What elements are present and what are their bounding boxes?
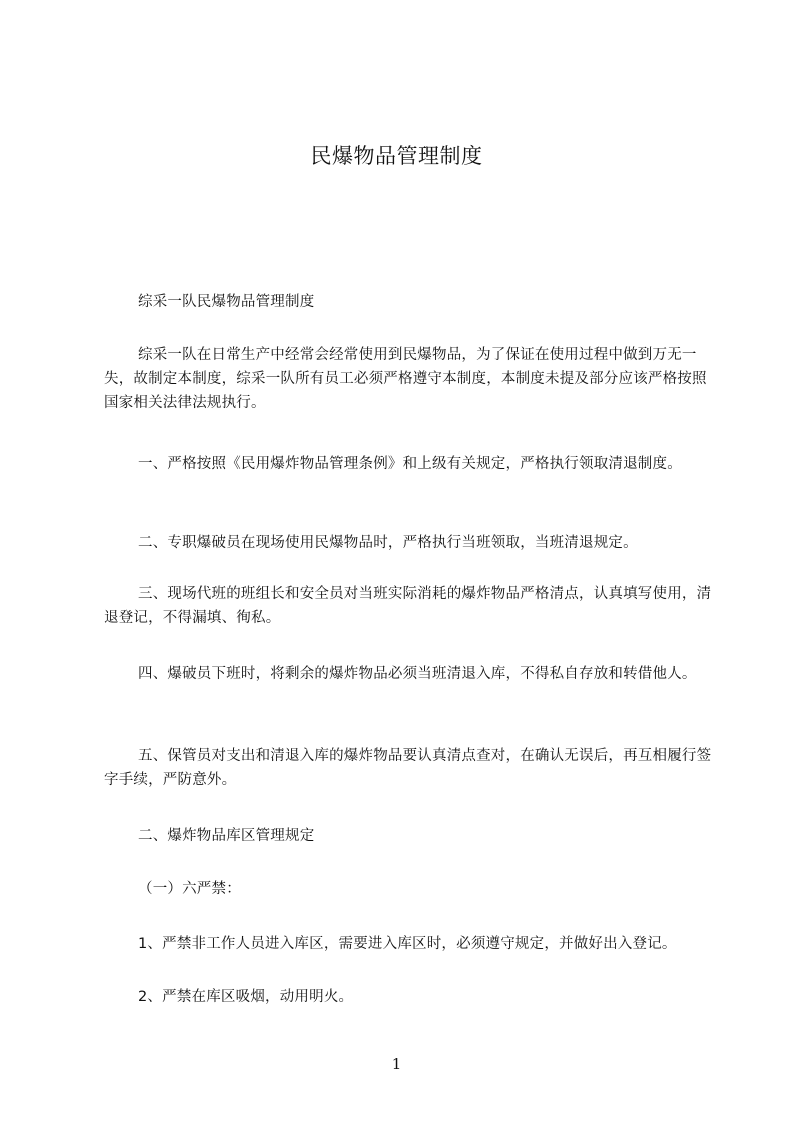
prohibition-item-2: 2、严禁在库区吸烟，动用明火。 [138, 989, 354, 1005]
document-title: 民爆物品管理制度 [310, 144, 483, 168]
rule-paragraph-4: 四、爆破员下班时，将剩余的爆炸物品必须当班清退入库，不得私自存放和转借他人。 [138, 666, 697, 682]
rule-paragraph-5: 五、保管员对支出和清退入库的爆炸物品要认真清点查对，在确认无误后，再互相履行签字手续，严防意外。 [104, 748, 712, 788]
rule-paragraph-3: 三、现场代班的班组长和安全员对当班实际消耗的爆炸物品严格清点，认真填写使用，清退登记，不得漏填、徇私。 [104, 586, 712, 626]
section-heading: 二、爆炸物品库区管理规定 [138, 828, 315, 844]
page-number: 1 [391, 1055, 402, 1073]
rule-paragraph-1: 一、严格按照《民用爆炸物品管理条例》和上级有关规定，严格执行领取清退制度。 [138, 456, 682, 472]
prohibition-item-1: 1、严禁非工作人员进入库区，需要进入库区时，必须遵守规定，并做好出入登记。 [138, 936, 677, 952]
subsection-heading: （一）六严禁： [138, 881, 241, 897]
rule-paragraph-2: 二、专职爆破员在现场使用民爆物品时，严格执行当班领取，当班清退规定。 [138, 535, 638, 551]
intro-paragraph: 综采一队在日常生产中经常会经常使用到民爆物品，为了保证在使用过程中做到万无一失，故制定本制度，综采一队所有员工必须严格遵守本制度，本制度未提及部分应该严格按照国家相关法律法规执行。 [104, 347, 707, 411]
subtitle-paragraph: 综采一队民爆物品管理制度 [138, 294, 315, 310]
